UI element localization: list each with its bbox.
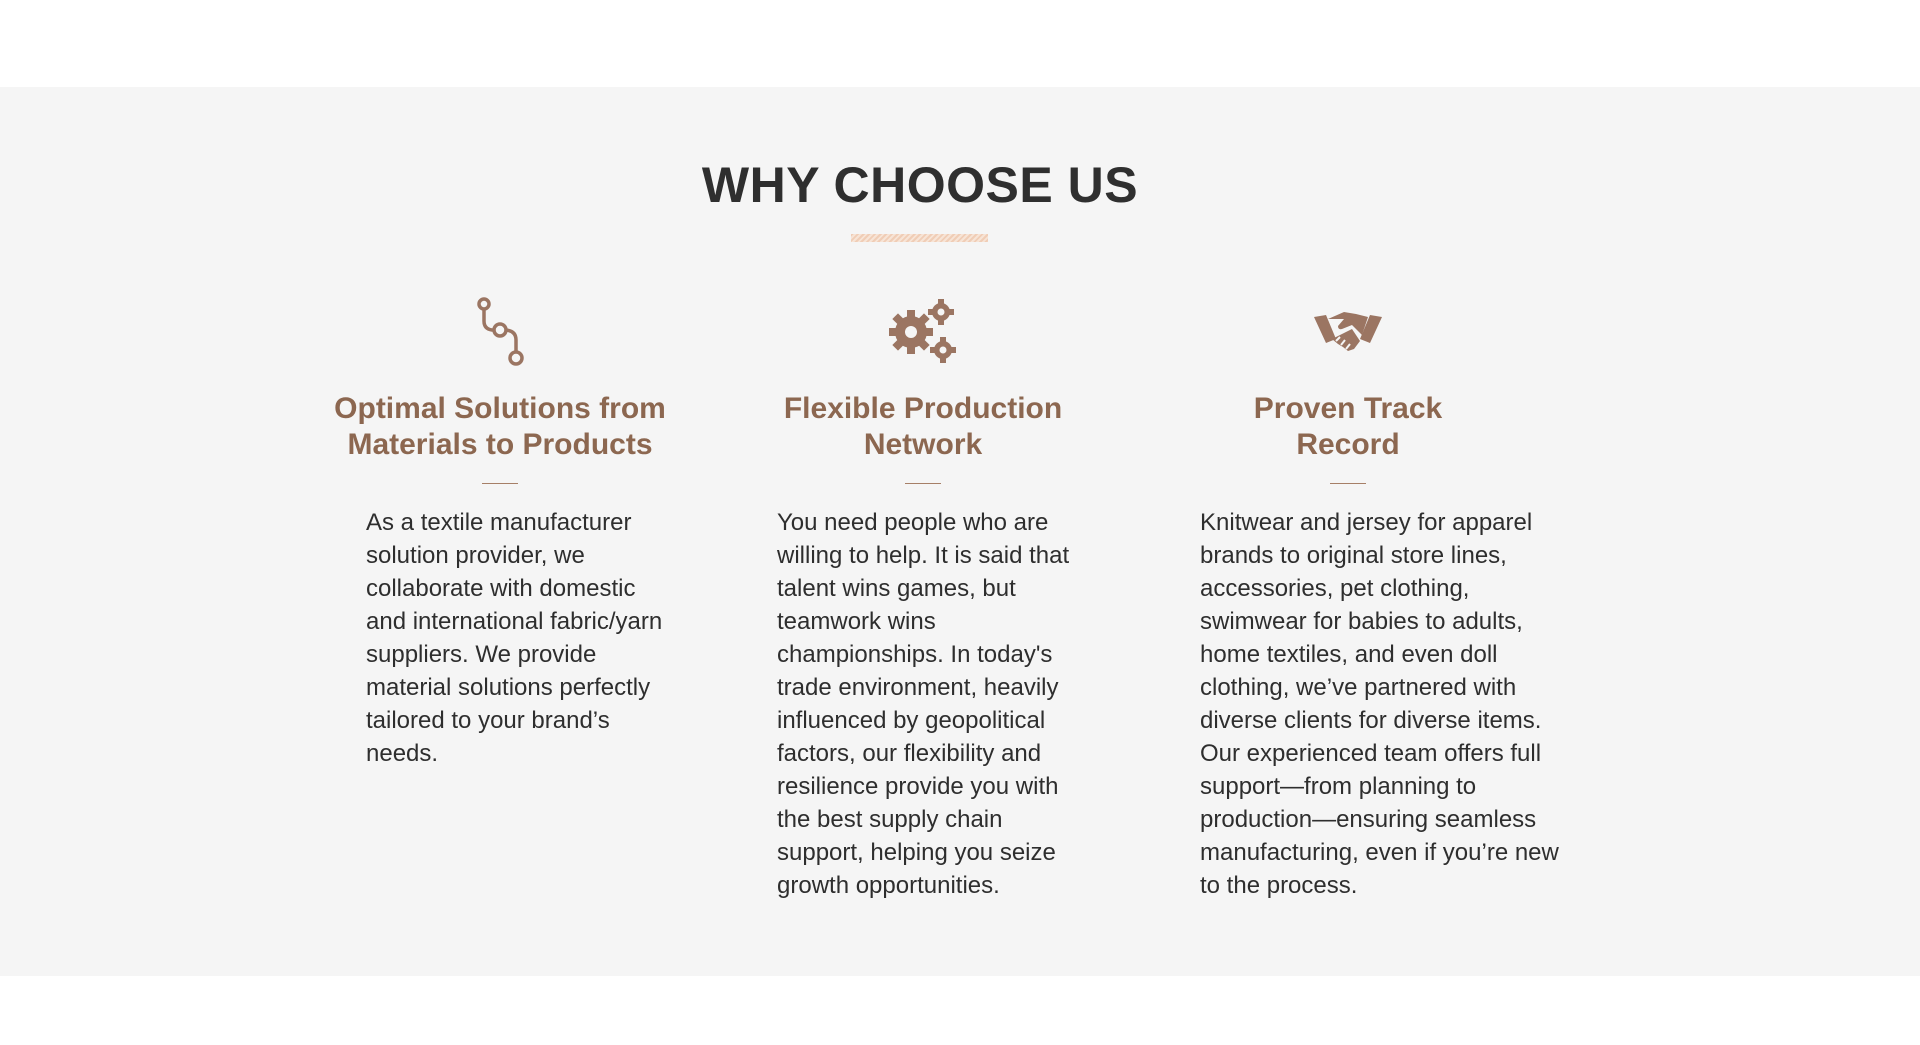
feature-proven-track-record — [1168, 295, 1559, 902]
section-title: WHY CHOOSE US — [701, 157, 1139, 213]
feature-flexible-production — [743, 295, 1103, 902]
feature-divider — [905, 483, 941, 484]
feature-description: As a textile manufacturer solution provider, we collaborate with domestic and international fabric/yarn suppliers. We provide material solutions perfectly tailored to your brand’s needs. — [366, 509, 663, 767]
handshake-icon — [1312, 295, 1384, 367]
feature-title: Proven Track Record — [1253, 392, 1443, 461]
route-icon — [464, 295, 536, 367]
feature-description: You need people who are willing to help. It is said that talent wins games, but teamwork wins championships. In today's trade environment, heavily influenced by geopolitical factors, our flexibility and resilience provide you with the best supply chain support, helping you seize growth opportunities. — [777, 509, 1070, 899]
feature-divider — [1330, 483, 1366, 484]
feature-optimal-solutions — [320, 295, 680, 770]
title-divider — [851, 234, 988, 242]
feature-divider — [482, 483, 518, 484]
feature-title: Optimal Solutions from Materials to Products — [334, 392, 666, 461]
gears-icon — [887, 295, 959, 367]
feature-description: Knitwear and jersey for apparel brands to original store lines, accessories, pet clothing, swimwear for babies to adults, home textiles, and even doll clothing, we’ve partnered with diverse clients for diverse items. Our experienced team offers full support—from planning to production—ensuring seamless manufacturing, even if you’re new to the process. — [1200, 509, 1559, 899]
feature-title: Flexible Production Network — [783, 392, 1063, 461]
